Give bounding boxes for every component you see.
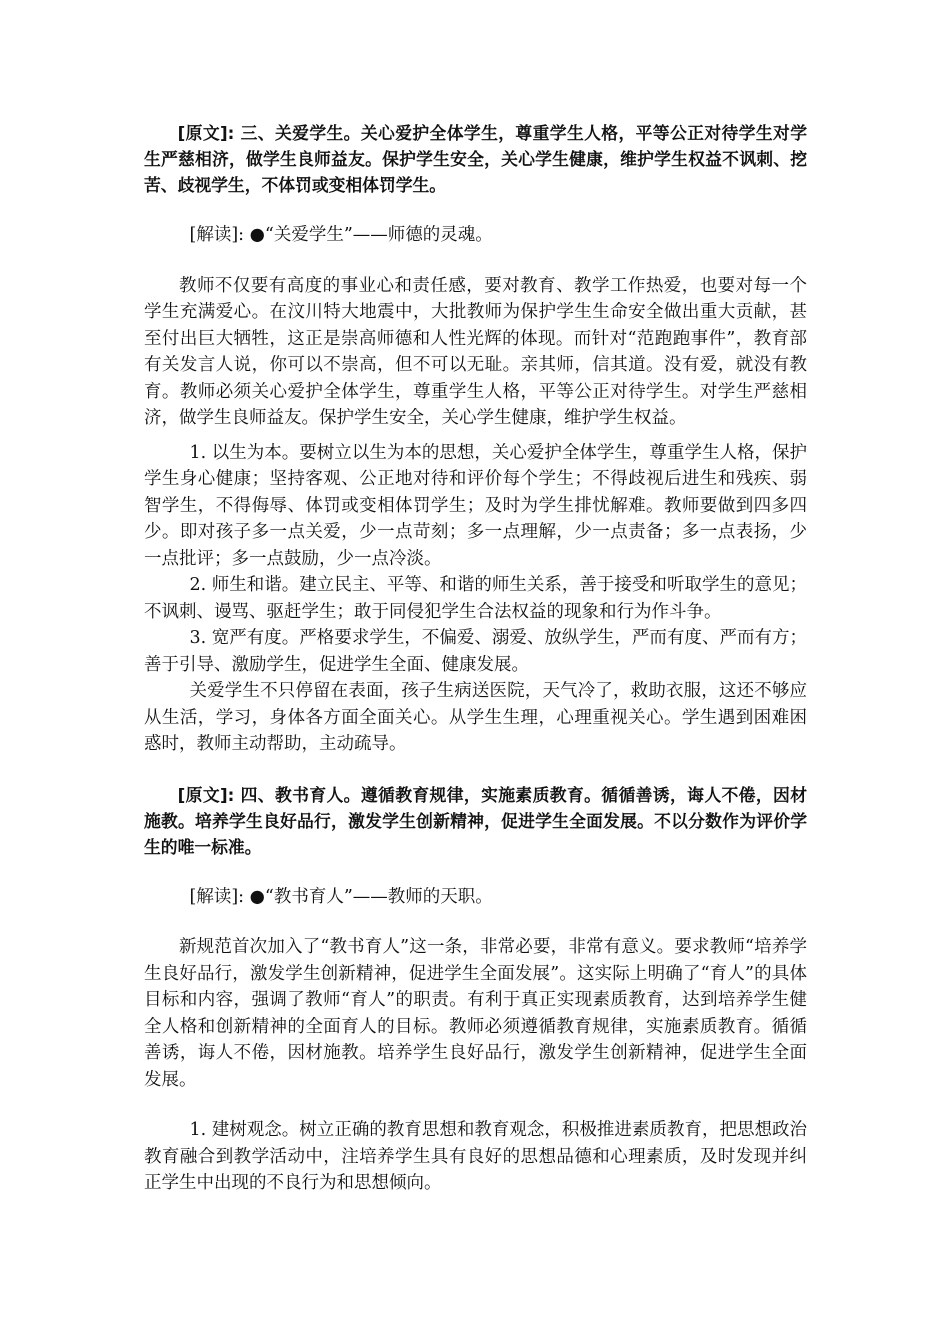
- section4-item-1: 1. 建树观念。树立正确的教育思想和教育观念，积极推进素质教育，把思想政治教育融合到教学活动中，注培养学生具有良好的思想品德和心理素质，及时发现并纠正学生中出现的不良行为和思想倾向。: [144, 1120, 807, 1193]
- section3-item-2: 2. 师生和谐。建立民主、平等、和谐的师生关系，善于接受和听取学生的意见；不讽刺、谩骂、驱赶学生；敢于同侵犯学生合法权益的现象和行为作斗争。: [144, 575, 807, 622]
- section4-interpretation: [解读]: ●“教书育人”——教师的天职。: [189, 886, 493, 907]
- section3-body: 教师不仅要有高度的事业心和责任感，要对教育、教学工作热爱，也要对每一个学生充满爱心。在汶川特大地震中，大批教师为保护学生生命安全做出重大贡献，甚至付出巨大牺牲，这正是崇高师德和人性光辉的体现。而针对“范跑跑事件”，教育部有关发言人说，你可以不崇高，但不可以无耻。亲其师，信其道。没有爱，就没有教育。教师必须关心爱护全体学生，尊重学生人格，平等公正对待学生。对学生严慈相济，做学生良师益友。保护学生安全，关心学生健康，维护学生权益。: [144, 275, 807, 428]
- section4-body: 新规范首次加入了“教书育人”这一条，非常必要，非常有意义。要求教师“培养学生良好品行，激发学生创新精神，促进学生全面发展”。这实际上明确了“育人”的具体目标和内容，强调了教师“育人”的职责。有利于真正实现素质教育，达到培养学生健全人格和创新精神的全面育人的目标。教师必须遵循教育规律，实施素质教育。循循善诱，诲人不倦，因材施教。培养学生良好品行，激发学生创新精神，促进学生全面发展。: [144, 937, 807, 1090]
- section3-item-3: 3. 宽严有度。严格要求学生，不偏爱、溺爱、放纵学生，严而有度、严而有方；善于引导、激励学生，促进学生全面、健康发展。: [144, 628, 807, 675]
- section3-original: [原文]: 三、关爱学生。关心爱护全体学生，尊重学生人格，平等公正对待学生对学生严慈相济，做学生良师益友。保护学生安全，关心学生健康，维护学生权益不讽刺、挖苦、歧视学生，不体罚或变相体罚学生。: [144, 123, 807, 195]
- section3-interpretation: [解读]: ●“关爱学生”——师德的灵魂。: [189, 225, 493, 245]
- section3-item-1: 1. 以生为本。要树立以生为本的思想，关心爱护全体学生，尊重学生人格，保护学生身心健康；坚持客观、公正地对待和评价每个学生；不得歧视后进生和残疾、弱智学生，不得侮辱、体罚或变相体罚学生；及时为学生排忧解难。教师要做到四多四少。即对孩子多一点关爱，少一点苛刻；多一点理解，少一点责备；多一点表扬，少一点批评；多一点鼓励，少一点冷淡。: [144, 442, 807, 569]
- section3-closing: 关爱学生不只停留在表面，孩子生病送医院，天气冷了，救助衣服，这还不够应从生活，学习，身体各方面全面关心。从学生生理，心理重视关心。学生遇到困难困惑时，教师主动帮助，主动疏导。: [144, 681, 807, 754]
- document-page: [144, 120, 807, 1197]
- section4-original: [原文]: 四、教书育人。遵循教育规律，实施素质教育。循循善诱，诲人不倦，因材施教。培养学生良好品行，激发学生创新精神，促进学生全面发展。不以分数作为评价学生的唯一标准。: [144, 784, 807, 857]
